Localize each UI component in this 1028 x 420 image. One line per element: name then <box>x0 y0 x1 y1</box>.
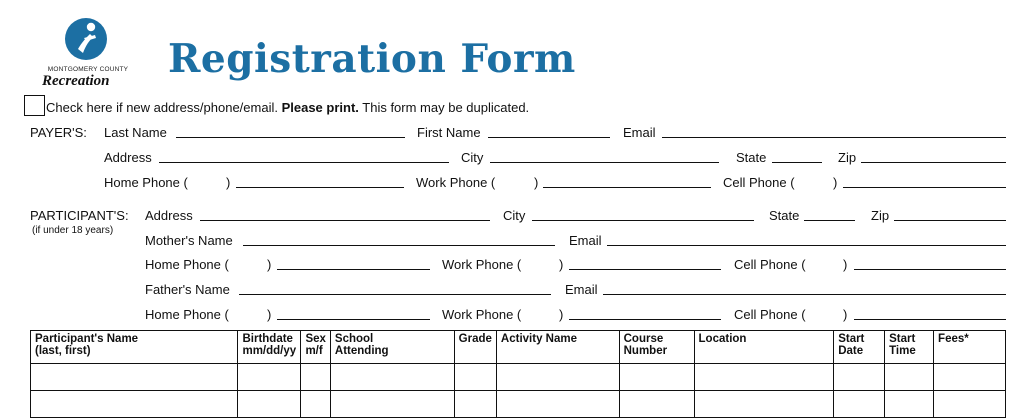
cell-school[interactable] <box>330 364 454 391</box>
participant-section-label: PARTICIPANT'S: <box>30 208 129 223</box>
cell-start-date[interactable] <box>834 364 885 391</box>
col-header-fees: Fees* <box>934 331 1006 364</box>
participant-address-field[interactable] <box>200 220 490 221</box>
mother-home-phone-paren: ) <box>267 257 272 272</box>
mother-cell-phone-label: Cell Phone ( <box>734 257 806 272</box>
payer-zip-field[interactable] <box>861 162 1006 163</box>
col-header-grade: Grade <box>454 331 496 364</box>
father-home-phone-paren: ) <box>267 307 272 322</box>
cell-birthdate[interactable] <box>238 364 301 391</box>
mother-email-label: Email <box>569 233 602 248</box>
payer-city-field[interactable] <box>490 162 719 163</box>
col-header-location: Location <box>694 331 834 364</box>
father-work-phone-label: Work Phone ( <box>442 307 522 322</box>
cell-participant-name[interactable] <box>31 364 238 391</box>
cell-birthdate[interactable] <box>238 391 301 418</box>
mother-cell-phone-field[interactable] <box>854 269 1006 270</box>
payer-city-label: City <box>461 150 484 165</box>
cell-fees[interactable] <box>934 391 1006 418</box>
mother-email-field[interactable] <box>607 245 1006 246</box>
participant-state-label: State <box>769 208 800 223</box>
recreation-logo-icon <box>64 16 108 62</box>
payer-last-name-label: Last Name <box>104 125 167 140</box>
participant-zip-field[interactable] <box>894 220 1006 221</box>
cell-grade[interactable] <box>454 364 496 391</box>
cell-school[interactable] <box>330 391 454 418</box>
col-header-sex: Sex m/f <box>301 331 330 364</box>
col-header-course-number: Course Number <box>619 331 694 364</box>
cell-sex[interactable] <box>301 364 330 391</box>
mothers-name-label: Mother's Name <box>145 233 233 248</box>
payer-first-name-label: First Name <box>417 125 481 140</box>
mother-cell-phone-paren: ) <box>843 257 848 272</box>
col-header-birthdate: Birthdate mm/dd/yy <box>238 331 301 364</box>
new-info-notice: Check here if new address/phone/email. Please print. This form may be duplicated. <box>46 100 530 115</box>
page-title: Registration Form <box>168 36 576 82</box>
payer-home-phone-label: Home Phone ( <box>104 175 188 190</box>
father-email-field[interactable] <box>603 294 1006 295</box>
cell-start-date[interactable] <box>834 391 885 418</box>
participant-zip-label: Zip <box>871 208 890 223</box>
registration-table <box>30 330 1006 418</box>
fathers-name-label: Father's Name <box>145 282 230 297</box>
payer-last-name-field[interactable] <box>176 137 405 138</box>
payer-work-phone-label: Work Phone ( <box>416 175 496 190</box>
payer-home-phone-field[interactable] <box>236 187 404 188</box>
cell-sex[interactable] <box>301 391 330 418</box>
father-cell-phone-field[interactable] <box>854 319 1006 320</box>
payer-work-phone-field[interactable] <box>543 187 711 188</box>
col-header-start-date: Start Date <box>834 331 885 364</box>
col-header-start-time: Start Time <box>885 331 934 364</box>
participant-state-field[interactable] <box>804 220 855 221</box>
payer-address-field[interactable] <box>159 162 449 163</box>
participant-age-note: (if under 18 years) <box>32 225 114 236</box>
cell-course-number[interactable] <box>619 391 694 418</box>
father-work-phone-paren: ) <box>559 307 564 322</box>
cell-activity-name[interactable] <box>496 391 619 418</box>
col-header-participant-name: Participant's Name (last, first) <box>31 331 238 364</box>
mother-work-phone-field[interactable] <box>569 269 721 270</box>
cell-location[interactable] <box>694 391 834 418</box>
father-email-label: Email <box>565 282 598 297</box>
father-work-phone-field[interactable] <box>569 319 721 320</box>
payer-first-name-field[interactable] <box>488 137 610 138</box>
cell-grade[interactable] <box>454 391 496 418</box>
mother-home-phone-field[interactable] <box>277 269 430 270</box>
father-cell-phone-paren: ) <box>843 307 848 322</box>
mother-home-phone-label: Home Phone ( <box>145 257 229 272</box>
payer-state-label: State <box>736 150 767 165</box>
payer-email-field[interactable] <box>662 137 1006 138</box>
col-header-school: School Attending <box>330 331 454 364</box>
payer-cell-phone-label: Cell Phone ( <box>723 175 795 190</box>
cell-activity-name[interactable] <box>496 364 619 391</box>
logo-agency-line: MONTGOMERY COUNTY <box>47 66 129 73</box>
mother-work-phone-paren: ) <box>559 257 564 272</box>
participant-city-field[interactable] <box>532 220 754 221</box>
new-info-checkbox[interactable] <box>24 95 45 116</box>
cell-location[interactable] <box>694 364 834 391</box>
payer-state-field[interactable] <box>772 162 822 163</box>
father-cell-phone-label: Cell Phone ( <box>734 307 806 322</box>
payer-home-phone-paren: ) <box>226 175 231 190</box>
payer-work-phone-paren: ) <box>534 175 539 190</box>
table-header-row <box>31 331 1006 364</box>
cell-participant-name[interactable] <box>31 391 238 418</box>
cell-start-time[interactable] <box>885 364 934 391</box>
participant-address-label: Address <box>145 208 193 223</box>
mothers-name-field[interactable] <box>243 245 555 246</box>
participant-city-label: City <box>503 208 526 223</box>
payer-cell-phone-paren: ) <box>833 175 838 190</box>
fathers-name-field[interactable] <box>239 294 551 295</box>
table-row <box>31 364 1006 391</box>
father-home-phone-field[interactable] <box>277 319 430 320</box>
payer-section-label: PAYER'S: <box>30 125 87 140</box>
payer-cell-phone-field[interactable] <box>843 187 1006 188</box>
table-row <box>31 391 1006 418</box>
payer-address-label: Address <box>104 150 152 165</box>
father-home-phone-label: Home Phone ( <box>145 307 229 322</box>
cell-start-time[interactable] <box>885 391 934 418</box>
col-header-activity-name: Activity Name <box>496 331 619 364</box>
payer-email-label: Email <box>623 125 656 140</box>
logo-wordmark: Recreation <box>42 73 110 89</box>
payer-zip-label: Zip <box>838 150 857 165</box>
cell-course-number[interactable] <box>619 364 694 391</box>
mother-work-phone-label: Work Phone ( <box>442 257 522 272</box>
cell-fees[interactable] <box>934 364 1006 391</box>
